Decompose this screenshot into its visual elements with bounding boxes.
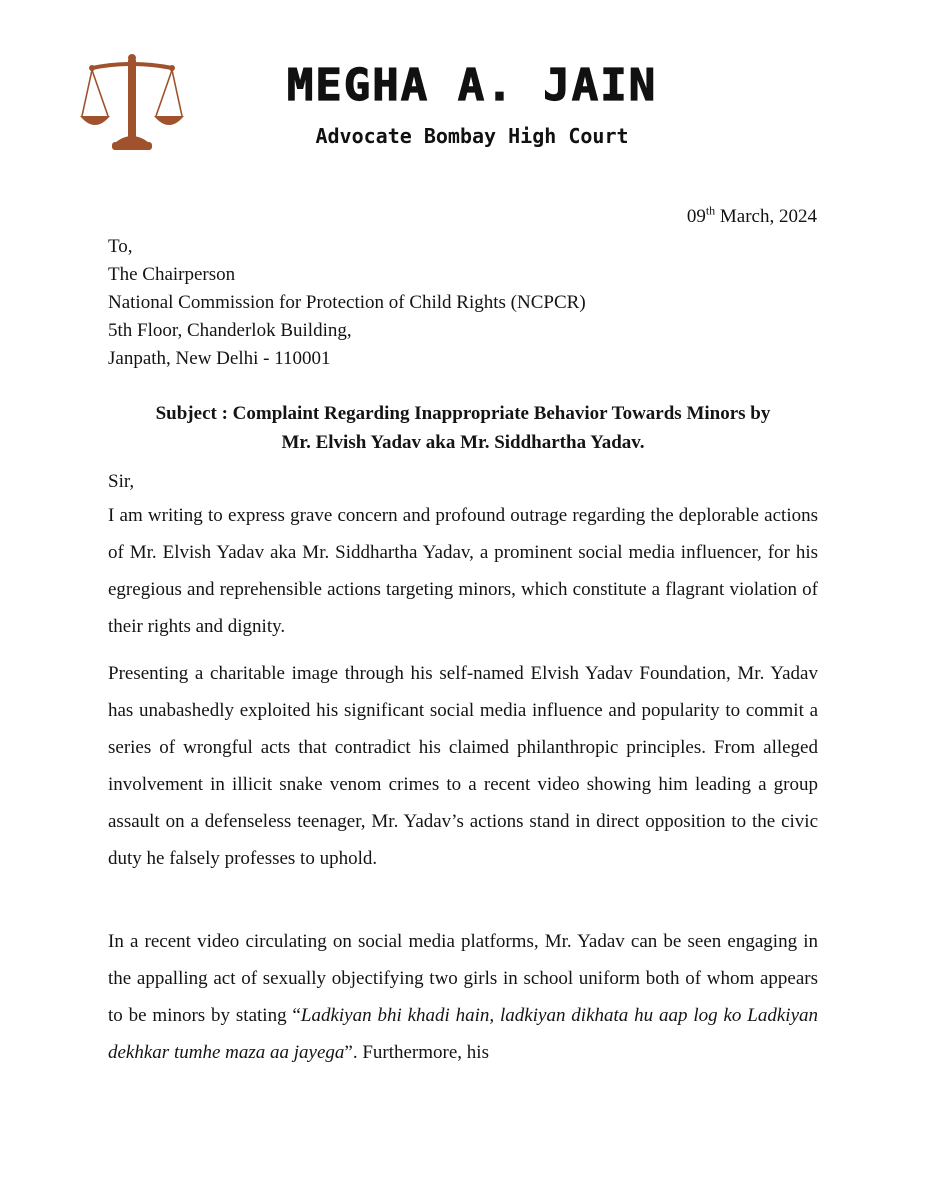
address-line: Janpath, New Delhi - 110001 [108,348,331,369]
paragraph-3-text: In a recent video circulating on social media platforms, Mr. Yadav can be seen engaging in the appalling act of sexually objectifying two girls in school uniform both of whom appears to be minors by stating “ [108,931,818,1026]
recipient-address [108,233,586,373]
subject-heading [108,399,818,457]
date-suffix: th [705,203,716,218]
subject-line-2: Mr. Elvish Yadav aka Mr. Siddhartha Yadav. [281,432,645,453]
paragraph-3-end: ”. Furthermore, his [344,1042,489,1063]
address-line: National Commission for Protection of Child Rights (NCPCR) [108,292,586,313]
letterhead [0,0,927,160]
advocate-name: MEGHA A. JAIN [286,60,658,111]
date-rest: March, 2024 [715,206,817,227]
body-paragraph-1: I am writing to express grave concern and profound outrage regarding the deplorable actions of Mr. Elvish Yadav aka Mr. Siddhartha Yadav, a prominent social media influencer, for his egregious and reprehensible actions targeting minors, which constitute a flagrant violation of their rights and dignity. [108,505,818,637]
salutation: Sir, [108,471,135,492]
advocate-title: Advocate Bombay High Court [315,124,629,148]
address-line: 5th Floor, Chanderlok Building, [108,320,352,341]
letter-date [686,203,817,229]
date-day: 09 [686,206,706,227]
address-line: The Chairperson [108,264,236,285]
quoted-statement: Ladkiyan bhi khadi hain, ladkiyan dikhata hu aap log ko Ladkiyan dekhkar tumhe maza aa jayega [108,1005,818,1063]
body-paragraph-2: Presenting a charitable image through his self-named Elvish Yadav Foundation, Mr. Yadav has unabashedly exploited his significant social media influence and popularity to commit a series of wrongful acts that contradict his claimed philanthropic principles. From alleged involvement in illicit snake venom crimes to a recent video showing him leading a group assault on a defenseless teenager, Mr. Yadav’s actions stand in direct opposition to the civic duty he falsely professes to uphold. [108,663,818,869]
body-paragraph-3 [108,923,818,1071]
scales-of-justice-icon [78,50,186,154]
address-to: To, [108,236,133,257]
subject-line-1: Subject : Complaint Regarding Inappropriate Behavior Towards Minors by [155,403,771,424]
